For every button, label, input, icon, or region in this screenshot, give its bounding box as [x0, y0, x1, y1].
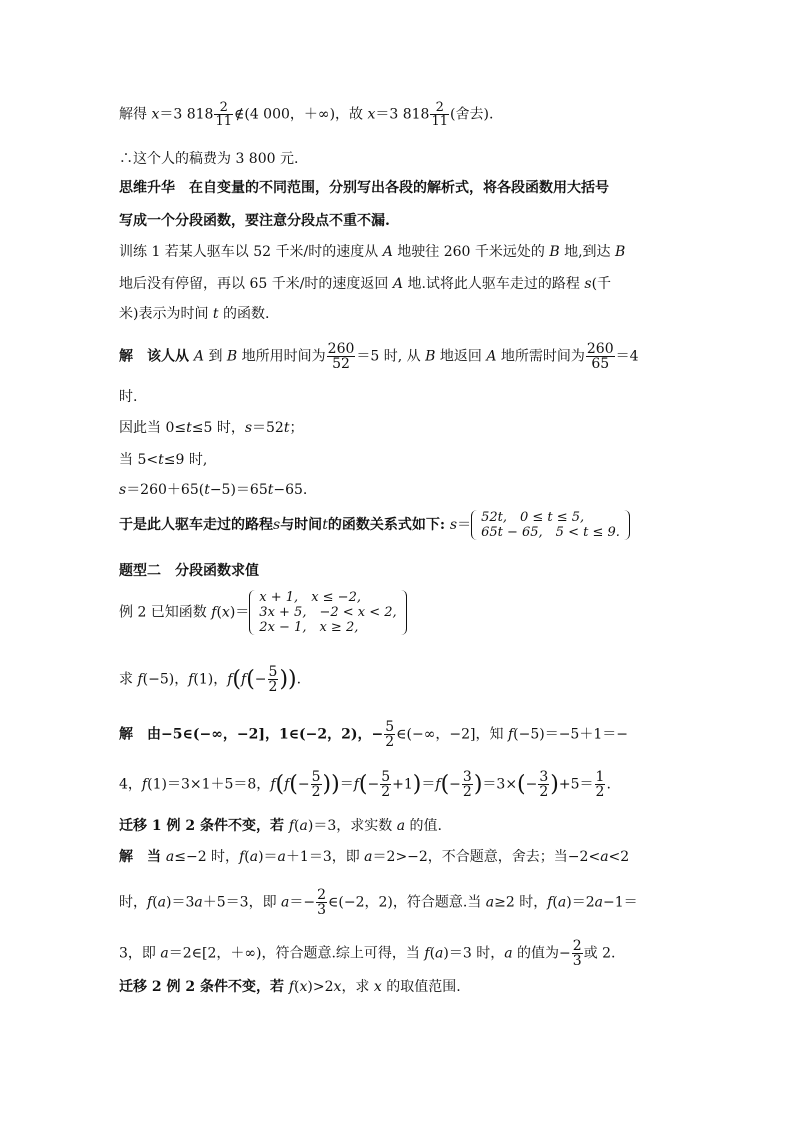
line-solution-3 — [119, 848, 674, 866]
line-exercise-1-cont2 — [119, 305, 674, 323]
paren: ( — [232, 666, 242, 692]
text: ≤9 时, — [163, 452, 208, 468]
text: 的函数. — [218, 306, 270, 322]
text: − — [367, 776, 380, 793]
text: ＝3 818 — [159, 106, 214, 123]
text: ( — [429, 945, 436, 962]
text: ∉(4 000，＋∞)，故 — [234, 106, 368, 123]
text: ＋1＝3，即 — [285, 849, 365, 865]
line-solution-1-cont: 时. — [119, 389, 138, 405]
paren: ) — [412, 771, 422, 797]
text: 或 2. — [583, 945, 616, 962]
fraction: $\frac{3}{2}$ — [462, 769, 472, 800]
fraction: $\frac{2}{3}$ — [317, 887, 327, 918]
text: . — [606, 776, 611, 793]
text: 的函数关系式如下: — [327, 517, 450, 533]
line-solution-1 — [119, 342, 674, 371]
text: ； — [289, 420, 304, 436]
var: a — [504, 945, 513, 962]
text: ＝3× — [482, 776, 518, 793]
fraction: $\frac{3}{2}$ — [539, 769, 549, 800]
text: 地驶往 260 千米远处的 — [392, 244, 550, 260]
paren: ( — [289, 771, 298, 797]
var-x: x — [151, 106, 160, 123]
var: f — [424, 945, 430, 962]
text: 的取值范围. — [381, 979, 461, 995]
var: t — [322, 517, 328, 533]
var: x — [221, 604, 230, 621]
var: t — [283, 420, 290, 436]
var: B — [615, 244, 626, 260]
var: a — [160, 945, 169, 962]
line-solution-2-cont — [119, 770, 674, 799]
var: s — [273, 517, 281, 533]
line-thinking-summary — [119, 179, 674, 197]
text: 到 — [204, 348, 227, 365]
line-exercise-1 — [119, 243, 674, 261]
text: (千 — [591, 276, 612, 292]
fraction: $\frac{2}{11}$ — [215, 100, 232, 129]
text: ≤5 时， — [191, 420, 245, 436]
var-x: x — [367, 106, 376, 123]
text: ≥2 时， — [494, 894, 548, 911]
text: 例 2 已知函数 — [119, 604, 212, 621]
text: 解得 — [119, 106, 152, 123]
text: 3，即 — [119, 945, 161, 962]
brace — [249, 590, 257, 635]
var: a — [277, 849, 286, 865]
var: x — [373, 979, 382, 995]
var: A — [193, 348, 204, 365]
var: a — [157, 894, 167, 911]
text: ( — [552, 894, 558, 911]
case-row: 2x − 1, x ≥ 2, — [259, 620, 359, 635]
var: a — [435, 945, 444, 962]
text: )＝3 — [166, 894, 195, 911]
var: f — [227, 671, 233, 688]
text: (−5)＝−5＋1＝− — [513, 726, 628, 743]
var: f — [239, 849, 245, 865]
var: f — [353, 776, 359, 793]
text: ∈(−∞，−2]，知 — [396, 726, 508, 743]
var: f — [211, 604, 217, 621]
var: A — [486, 348, 497, 365]
brace — [401, 590, 407, 635]
var: a — [299, 818, 308, 834]
text: 米)表示为时间 — [119, 306, 213, 322]
paren: ( — [358, 771, 368, 797]
line-piecewise-result — [119, 510, 674, 540]
var: f — [241, 671, 247, 688]
text: +5＝ — [558, 776, 594, 793]
text: ＝ — [457, 517, 472, 533]
line-case-2-formula — [119, 481, 674, 499]
var: f — [507, 726, 514, 743]
var: a — [594, 894, 603, 911]
brace — [471, 510, 479, 540]
var: A — [392, 276, 404, 292]
fraction: $\frac{260}{52}$ — [327, 341, 355, 372]
text: −1＝ — [602, 894, 638, 911]
text: (1)＝3×1＋5＝8， — [147, 776, 271, 793]
paren: ) — [550, 771, 559, 797]
line-solution-3-cont — [119, 888, 674, 917]
var: B — [549, 244, 560, 260]
line-exercise-1-cont — [119, 275, 674, 293]
text: ＋5＝3，即 — [202, 894, 282, 911]
paren: ( — [246, 666, 255, 692]
paren: ) — [473, 771, 483, 797]
text: 迁移 1 例 2 条件不变，若 — [119, 818, 289, 834]
text: ＝5 时, 从 — [356, 348, 426, 365]
var: f — [547, 894, 553, 911]
var: f — [288, 979, 295, 995]
case-row: 3x + 5, −2 < x < 2, — [259, 605, 397, 620]
text: (舍去). — [450, 106, 494, 123]
text: 时， — [119, 894, 147, 911]
text: − — [297, 776, 310, 793]
text: 当 5< — [119, 452, 159, 468]
text: ( — [216, 604, 222, 621]
text: ∈(−2，2)，符合题意.当 — [328, 894, 486, 911]
var: f — [188, 671, 194, 688]
text: )>2 — [307, 979, 334, 995]
var: t — [267, 482, 274, 498]
var: t — [212, 306, 219, 322]
var: f — [435, 776, 441, 793]
text: − — [449, 776, 461, 793]
fraction: $\frac{5}{2}$ — [381, 769, 391, 800]
text: ＝ — [421, 776, 436, 793]
section-heading: 思维升华 — [119, 180, 175, 196]
text: − — [525, 776, 538, 793]
line-case-2 — [119, 451, 674, 469]
text: 4， — [119, 776, 142, 793]
text: 的值为− — [512, 945, 571, 962]
fraction: $\frac{2}{11}$ — [431, 100, 449, 129]
var: x — [299, 979, 308, 995]
var: A — [382, 244, 393, 260]
text: )＝2 — [566, 894, 595, 911]
text: . — [296, 671, 302, 688]
var: f — [137, 671, 143, 688]
var: f — [141, 776, 148, 793]
text: 解 由−5∈(−∞，−2]，1∈(−2，2)，− — [119, 726, 384, 743]
text: ( — [294, 818, 300, 834]
text: 在自变量的不同范围，分别写出各段的解析式，将各段函数用大括号 — [175, 180, 609, 196]
var: s — [449, 517, 458, 533]
var: f — [270, 776, 276, 793]
var: a — [600, 849, 609, 865]
fraction: $\frac{5}{2}$ — [311, 769, 321, 800]
text: 与时间 — [280, 517, 323, 533]
line-transfer-2 — [119, 978, 674, 996]
fraction: $\frac{1}{2}$ — [595, 769, 605, 800]
text: 解 当 — [119, 849, 166, 865]
text: (1)， — [193, 671, 228, 688]
var: a — [557, 894, 567, 911]
text: − — [254, 671, 267, 688]
text: ＝4 — [615, 348, 639, 365]
var: a — [485, 894, 495, 911]
text: 地.试将此人驱车走过的路程 — [403, 276, 585, 292]
text: 于是此人驱车走过的路程 — [119, 517, 273, 533]
text: ( — [294, 979, 300, 995]
text: ＝ — [339, 776, 354, 793]
var: t — [158, 452, 164, 468]
var: a — [396, 818, 406, 834]
text: 地后没有停留，再以 65 千米/时的速度返回 — [119, 276, 393, 292]
text: ≤−2 时， — [174, 849, 240, 865]
line-solution-2 — [119, 720, 674, 749]
text: ＝260＋65( — [126, 482, 205, 498]
brace — [624, 510, 630, 540]
text: 因此当 0≤ — [119, 420, 187, 436]
text: 地返回 — [435, 348, 487, 365]
paren: ( — [517, 771, 526, 797]
var: s — [119, 482, 127, 498]
paren: ( — [275, 771, 285, 797]
var: f — [288, 818, 295, 834]
line-conclusion: ∴这个人的稿费为 3 800 元. — [119, 151, 299, 167]
line-solution-result — [119, 101, 674, 128]
text: 求 — [119, 671, 138, 688]
text: ( — [244, 849, 250, 865]
line-example-2 — [119, 590, 674, 635]
var: a — [364, 849, 373, 865]
var: s — [244, 420, 253, 436]
text: ，求 — [341, 979, 374, 995]
var: f — [147, 894, 153, 911]
text: )＝3 时， — [443, 945, 505, 962]
text: )＝ — [258, 849, 278, 865]
var: a — [165, 849, 175, 865]
text: ＝2>−2，不合题意，舍去；当−2< — [372, 849, 601, 865]
line-case-1 — [119, 419, 674, 437]
case-row: x + 1, x ≤ −2, — [259, 590, 361, 605]
text: +1 — [392, 776, 413, 793]
text: )＝ — [229, 604, 250, 621]
line-transfer-1 — [119, 817, 674, 835]
fraction: $\frac{5}{2}$ — [385, 719, 395, 750]
line-solution-3-conclusion — [119, 939, 674, 968]
var: a — [194, 894, 203, 911]
var: t — [186, 420, 192, 436]
paren: )) — [322, 771, 340, 797]
text: 解 该人从 — [119, 348, 194, 365]
var: a — [249, 849, 259, 865]
var: a — [281, 894, 290, 911]
text: 地所用时间为 — [237, 348, 326, 365]
piecewise-cases — [471, 510, 630, 540]
text: ＝3 818 — [375, 106, 430, 123]
text: −65. — [273, 482, 308, 498]
paren: ( — [440, 771, 450, 797]
line-thinking-summary-cont: 写成一个分段函数，要注意分段点不重不漏. — [119, 213, 390, 229]
text: 训练 1 若某人驱车以 52 千米/时的速度从 — [119, 244, 383, 260]
var: f — [284, 776, 290, 793]
section-heading-type-2: 题型二 分段函数求值 — [119, 563, 259, 579]
text: (−5)， — [142, 671, 189, 688]
text: ＝− — [289, 894, 316, 911]
fraction: $\frac{260}{65}$ — [586, 341, 614, 372]
text: 的值. — [405, 818, 442, 834]
text: 地,到达 — [559, 244, 616, 260]
text: −5)＝65 — [209, 482, 268, 498]
var: s — [584, 276, 592, 292]
case-row: 52t, 0 ≤ t ≤ 5, — [481, 510, 585, 525]
var: B — [226, 348, 238, 365]
paren: )) — [279, 666, 297, 692]
piecewise-cases — [249, 590, 406, 635]
case-row: 65t − 65, 5 < t ≤ 9. — [481, 525, 620, 540]
text: 迁移 2 例 2 条件不变，若 — [119, 979, 289, 995]
text: ( — [152, 894, 158, 911]
var: t — [204, 482, 210, 498]
fraction: $\frac{2}{3}$ — [572, 938, 582, 969]
text: 地所需时间为 — [496, 348, 585, 365]
text: ＝2∈[2，＋∞)，符合题意.综上可得，当 — [168, 945, 425, 962]
text: )＝3，求实数 — [307, 818, 397, 834]
text: ＝52 — [252, 420, 284, 436]
var: x — [333, 979, 342, 995]
fraction: $\frac{5}{2}$ — [268, 664, 278, 695]
line-example-2-question — [119, 665, 674, 694]
var: B — [425, 348, 436, 365]
text: <2 — [608, 849, 630, 865]
